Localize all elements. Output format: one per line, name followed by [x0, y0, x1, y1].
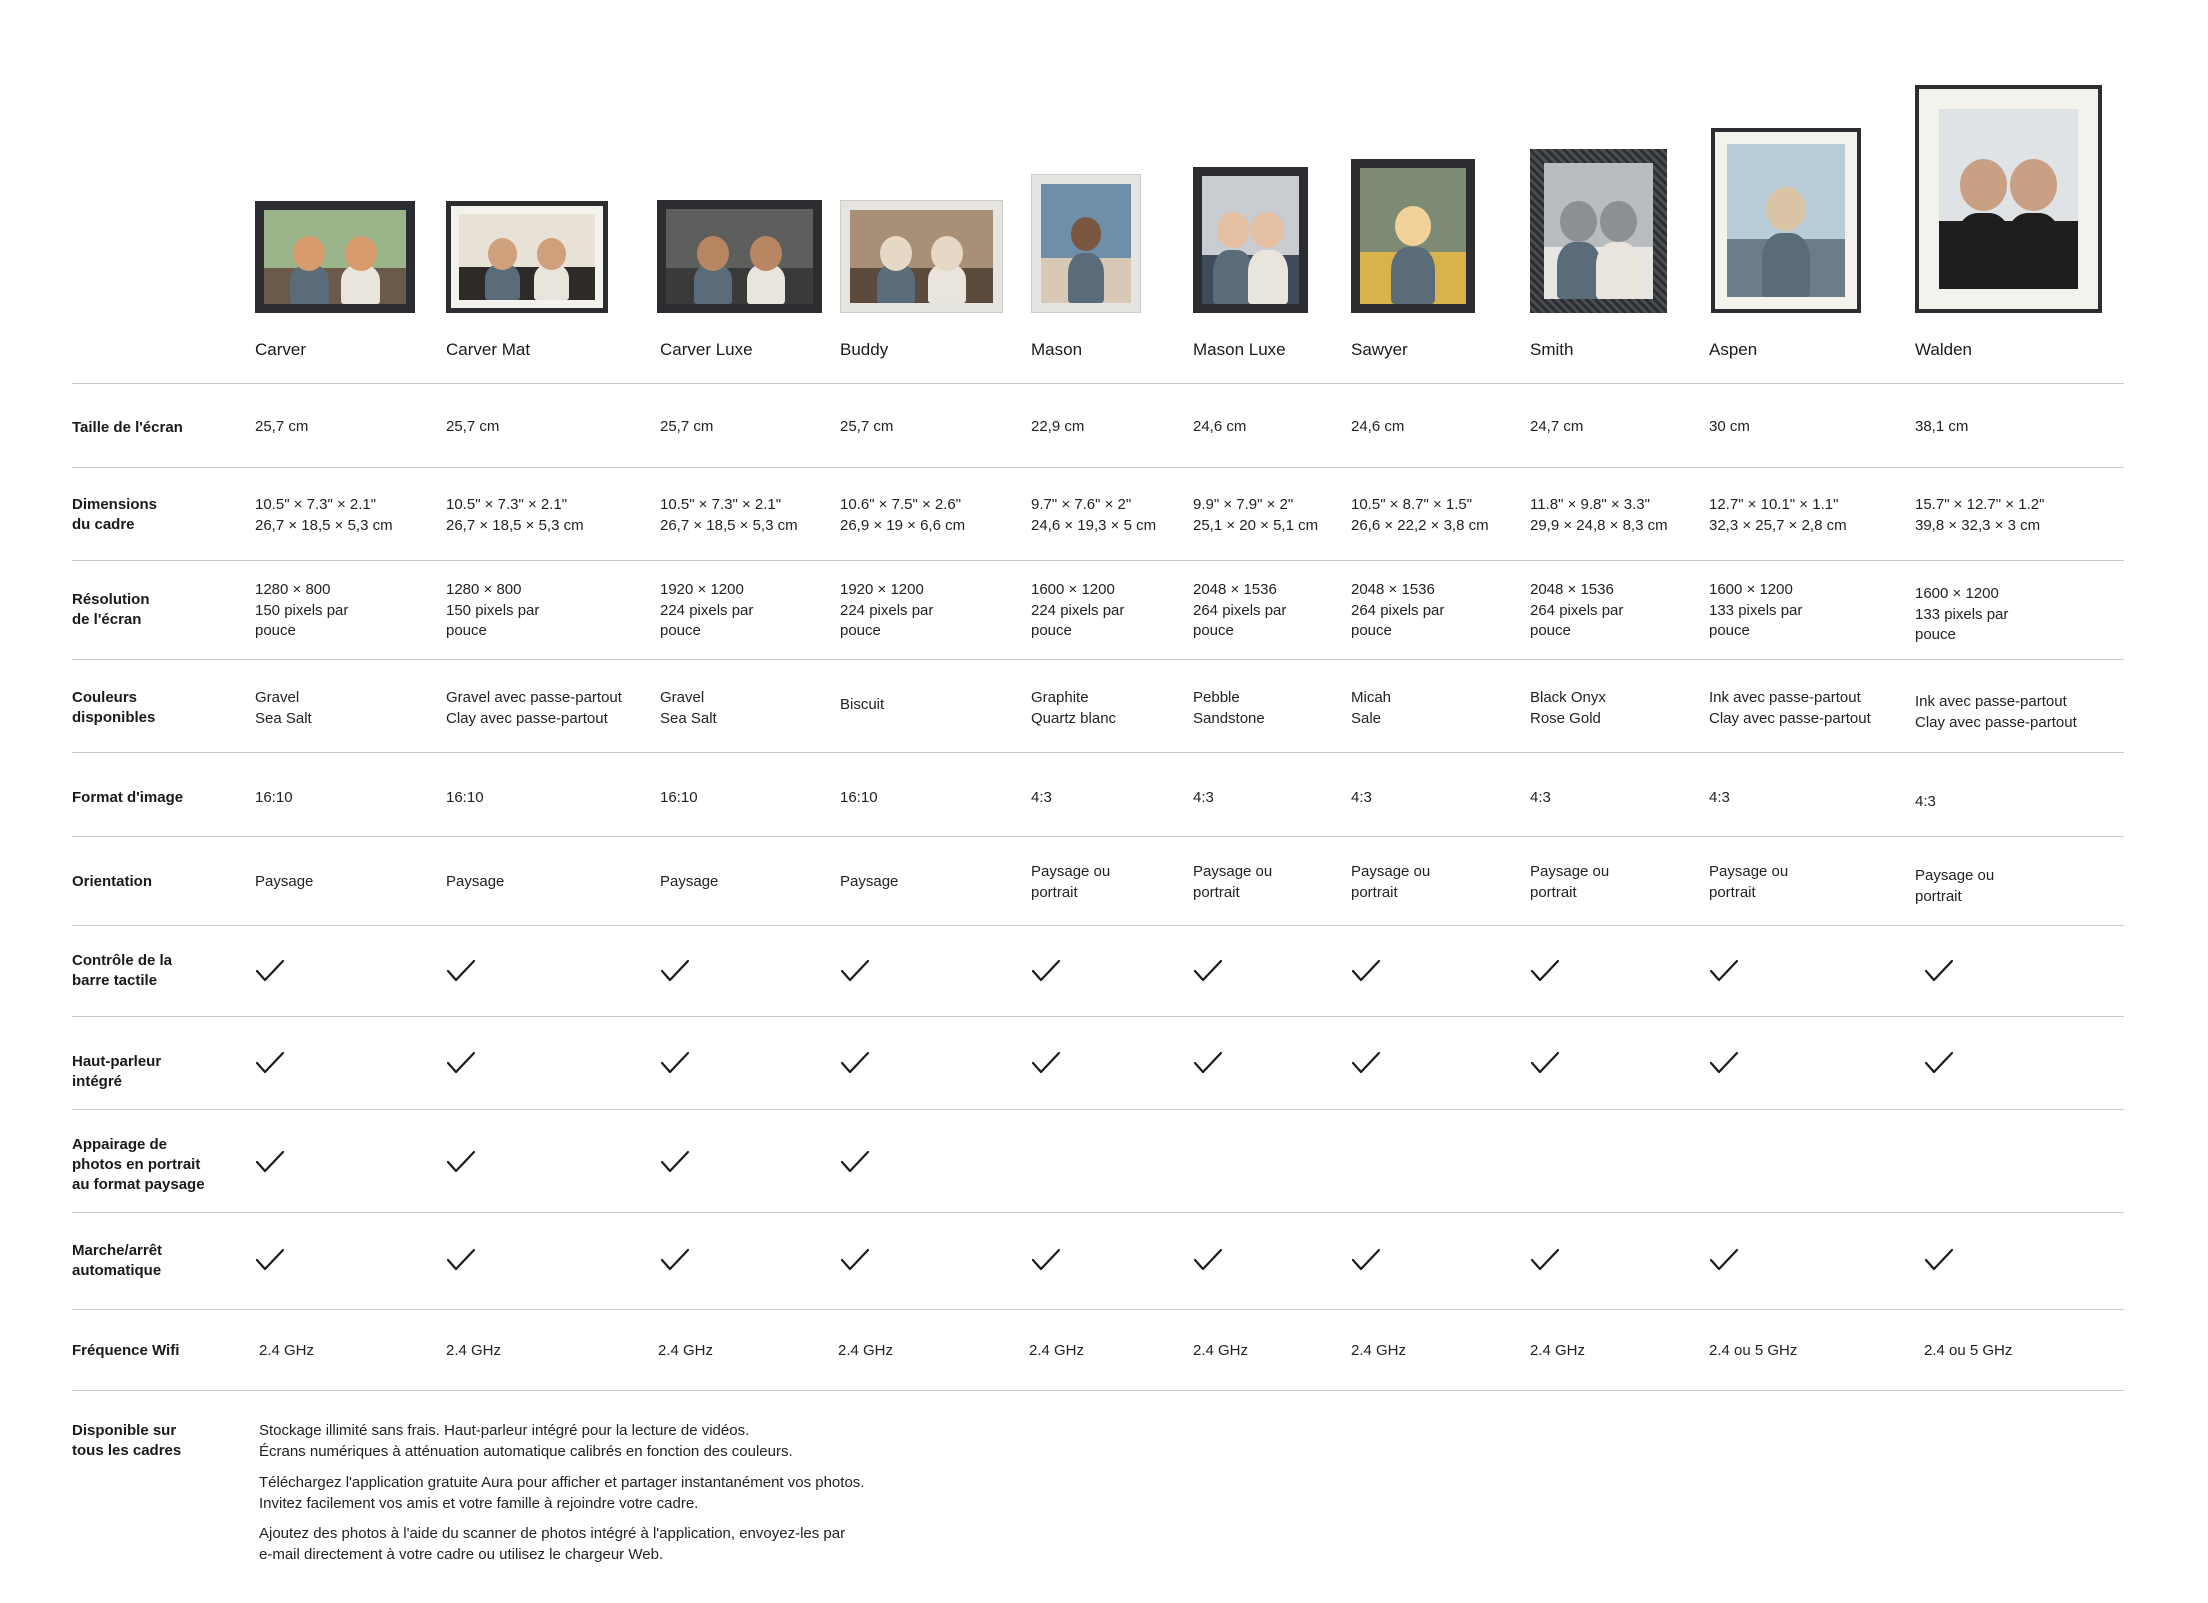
model-name: Carver Mat [446, 340, 531, 359]
footer-paragraph: Stockage illimité sans frais. Haut-parleur intégré pour la lecture de vidéos. Écrans numériques à atténuation automatique calibrés en fonction des couleurs. [259, 1422, 793, 1460]
checkmark-icon [1924, 959, 1954, 983]
table-cell: 16:10 [660, 789, 698, 806]
row-divider [72, 1390, 2124, 1391]
checkmark-icon [255, 1248, 285, 1272]
checkmark-icon [660, 959, 690, 983]
checkmark-icon [840, 959, 870, 983]
model-name: Carver Luxe [660, 340, 753, 359]
frame-image-3 [657, 200, 822, 313]
frame-image-4 [840, 200, 1003, 313]
table-cell: Paysage ou portrait [1709, 863, 1789, 901]
table-cell: 10.5" × 8.7" × 1.5" 26,6 × 22,2 × 3,8 cm [1351, 496, 1489, 534]
table-cell: Paysage ou portrait [1351, 863, 1431, 901]
checkmark-icon [660, 1150, 690, 1174]
table-cell: 4:3 [1193, 789, 1214, 806]
photo-face [1560, 201, 1597, 242]
photo [1544, 163, 1653, 299]
row-divider [72, 1109, 2124, 1110]
checkmark-icon [840, 1051, 870, 1075]
photo-ground [666, 268, 813, 304]
table-cell: 2.4 GHz [658, 1342, 714, 1359]
table-cell: 16:10 [840, 789, 878, 806]
checkmark-icon [1530, 959, 1560, 983]
table-cell: 25,7 cm [660, 418, 714, 435]
photo-person [1391, 247, 1434, 304]
table-cell: 2.4 GHz [259, 1342, 315, 1359]
photo-ground [264, 268, 406, 304]
table-cell: 10.5" × 7.3" × 2.1" 26,7 × 18,5 × 5,3 cm [446, 496, 584, 534]
row-divider [72, 659, 2124, 660]
photo-person [1596, 242, 1640, 299]
table-cell: Gravel Sea Salt [660, 689, 717, 727]
table-cell: Paysage [660, 873, 719, 890]
checkmark-icon [1351, 1248, 1381, 1272]
table-cell: Paysage ou portrait [1031, 863, 1111, 901]
row-divider [72, 467, 2124, 468]
row-label: Dimensions du cadre [72, 496, 158, 533]
row-divider [72, 1212, 2124, 1213]
photo-face [880, 236, 912, 271]
checkmark-icon [1924, 1248, 1954, 1272]
table-cell: 1600 × 1200 133 pixels par pouce [1915, 585, 2009, 643]
footer-paragraph: Ajoutez des photos à l'aide du scanner de photos intégré à l'application, envoyez-les par e-mail directement à votre cadre ou utilisez le chargeur Web. [259, 1525, 846, 1563]
checkmark-icon [255, 1150, 285, 1174]
model-name: Buddy [840, 340, 889, 359]
table-cell: 2.4 GHz [1351, 1342, 1407, 1359]
photo-face [1217, 212, 1250, 248]
table-cell: 2048 × 1536 264 pixels par pouce [1193, 581, 1287, 639]
photo-face [1600, 201, 1637, 242]
table-cell: 4:3 [1530, 789, 1551, 806]
row-divider [72, 1309, 2124, 1310]
photo-person [1213, 250, 1253, 304]
table-cell: 2.4 ou 5 GHz [1924, 1342, 2013, 1359]
frame-image-10 [1915, 85, 2102, 313]
photo-face [750, 236, 782, 272]
photo-face [345, 236, 377, 271]
photo-face [697, 236, 729, 272]
photo-face [1766, 187, 1806, 231]
table-cell: 38,1 cm [1915, 418, 1969, 435]
table-cell: Black Onyx Rose Gold [1530, 689, 1606, 727]
table-cell: 1920 × 1200 224 pixels par pouce [660, 581, 754, 639]
photo [1360, 168, 1466, 304]
table-cell: 10.5" × 7.3" × 2.1" 26,7 × 18,5 × 5,3 cm [660, 496, 798, 534]
table-cell: Paysage [840, 873, 899, 890]
table-cell: Paysage [446, 873, 505, 890]
table-cell: 10.6" × 7.5" × 2.6" 26,9 × 19 × 6,6 cm [840, 496, 966, 534]
table-cell: 1600 × 1200 224 pixels par pouce [1031, 581, 1125, 639]
checkmark-icon [1709, 1051, 1739, 1075]
checkmark-icon [1193, 1051, 1223, 1075]
checkmark-icon [1351, 959, 1381, 983]
row-label: Fréquence Wifi [72, 1342, 180, 1359]
row-label: Appairage de photos en portrait au format paysage [72, 1136, 205, 1193]
photo-person [1248, 250, 1288, 304]
frame-image-6 [1193, 167, 1308, 313]
checkmark-icon [446, 1248, 476, 1272]
photo-face [1960, 159, 2007, 211]
photo-ground [850, 268, 993, 303]
table-cell: Gravel avec passe-partout Clay avec passe-partout [446, 689, 622, 727]
checkmark-icon [446, 1150, 476, 1174]
table-cell: 2048 × 1536 264 pixels par pouce [1351, 581, 1445, 639]
table-cell: 22,9 cm [1031, 418, 1085, 435]
model-name: Walden [1915, 340, 1973, 359]
checkmark-icon [446, 1051, 476, 1075]
table-cell: 4:3 [1351, 789, 1372, 806]
checkmark-icon [660, 1051, 690, 1075]
checkmark-icon [1351, 1051, 1381, 1075]
table-cell: 2.4 ou 5 GHz [1709, 1342, 1798, 1359]
frame-image-1 [255, 201, 415, 313]
table-cell: 2.4 GHz [1530, 1342, 1586, 1359]
table-cell: Paysage ou portrait [1530, 863, 1610, 901]
photo [850, 210, 993, 303]
table-cell: 30 cm [1709, 418, 1750, 435]
table-cell: 4:3 [1031, 789, 1052, 806]
table-cell: Ink avec passe-partout Clay avec passe-partout [1915, 693, 2077, 731]
table-cell: 12.7" × 10.1" × 1.1" 32,3 × 25,7 × 2,8 cm [1709, 496, 1847, 534]
photo [459, 214, 595, 300]
frame-image-2 [446, 201, 608, 313]
checkmark-icon [1709, 1248, 1739, 1272]
table-cell: 16:10 [255, 789, 293, 806]
table-cell: Ink avec passe-partout Clay avec passe-partout [1709, 689, 1871, 727]
footer-paragraph: Téléchargez l'application gratuite Aura pour afficher et partager instantanément vos photos. Invitez facilement vos amis et votre famille à rejoindre votre cadre. [259, 1474, 865, 1512]
photo-person [1762, 233, 1810, 297]
row-divider [72, 1016, 2124, 1017]
row-divider [72, 752, 2124, 753]
table-cell: Paysage [255, 873, 314, 890]
table-cell: 10.5" × 7.3" × 2.1" 26,7 × 18,5 × 5,3 cm [255, 496, 393, 534]
photo-person [1557, 242, 1601, 299]
checkmark-icon [840, 1150, 870, 1174]
table-cell: 4:3 [1709, 789, 1730, 806]
row-label: Orientation [72, 873, 153, 890]
table-cell: 25,7 cm [840, 418, 894, 435]
row-label: Haut-parleur intégré [72, 1053, 162, 1090]
photo [666, 209, 813, 304]
table-cell: 24,6 cm [1193, 418, 1247, 435]
table-cell: Micah Sale [1351, 689, 1392, 727]
photo [1202, 176, 1299, 304]
table-cell: 25,7 cm [446, 418, 500, 435]
photo-face [1395, 206, 1431, 246]
photo [1041, 184, 1131, 303]
model-name: Carver [255, 340, 307, 359]
checkmark-icon [1193, 959, 1223, 983]
frame-image-7 [1351, 159, 1475, 313]
checkmark-icon [1530, 1051, 1560, 1075]
photo-face [931, 236, 963, 271]
table-cell: 1280 × 800 150 pixels par pouce [446, 581, 540, 639]
table-cell: 1600 × 1200 133 pixels par pouce [1709, 581, 1803, 639]
photo-person [1955, 213, 2012, 289]
frame-image-9 [1711, 128, 1861, 313]
row-label: Marche/arrêt automatique [72, 1242, 163, 1279]
model-name: Smith [1530, 340, 1574, 359]
checkmark-icon [255, 959, 285, 983]
frame-image-8 [1530, 149, 1667, 313]
table-cell: 24,7 cm [1530, 418, 1584, 435]
model-name: Aspen [1709, 340, 1758, 359]
checkmark-icon [1193, 1248, 1223, 1272]
photo [264, 210, 406, 304]
checkmark-icon [1530, 1248, 1560, 1272]
photo-person [1068, 253, 1105, 303]
table-cell: 9.7" × 7.6" × 2" 24,6 × 19,3 × 5 cm [1031, 496, 1157, 534]
checkmark-icon [1709, 959, 1739, 983]
row-divider [72, 836, 2124, 837]
row-label: Contrôle de la barre tactile [72, 952, 173, 989]
row-divider [72, 560, 2124, 561]
table-cell: Gravel Sea Salt [255, 689, 312, 727]
table-cell: 2.4 GHz [446, 1342, 502, 1359]
table-cell: Pebble Sandstone [1193, 689, 1265, 727]
table-cell: 2.4 GHz [1193, 1342, 1249, 1359]
table-cell: 15.7" × 12.7" × 1.2" 39,8 × 32,3 × 3 cm [1915, 496, 2045, 534]
photo-face [1251, 212, 1284, 248]
row-divider [72, 925, 2124, 926]
checkmark-icon [840, 1248, 870, 1272]
row-label: Taille de l'écran [72, 419, 183, 436]
table-cell: 24,6 cm [1351, 418, 1405, 435]
table-cell: 4:3 [1915, 793, 1936, 810]
model-name: Mason Luxe [1193, 340, 1286, 359]
row-label: Couleurs disponibles [72, 689, 156, 726]
table-cell: 2.4 GHz [838, 1342, 894, 1359]
table-cell: 11.8" × 9.8" × 3.3" 29,9 × 24,8 × 8,3 cm [1530, 496, 1668, 534]
photo [1939, 109, 2078, 289]
table-cell: Paysage ou portrait [1193, 863, 1273, 901]
photo [1727, 144, 1845, 297]
checkmark-icon [1031, 1248, 1061, 1272]
checkmark-icon [660, 1248, 690, 1272]
frame-image-5 [1031, 174, 1141, 313]
table-cell: Graphite Quartz blanc [1031, 689, 1117, 727]
table-cell: 9.9" × 7.9" × 2" 25,1 × 20 × 5,1 cm [1193, 496, 1319, 534]
model-name: Mason [1031, 340, 1083, 359]
table-cell: Paysage ou portrait [1915, 867, 1995, 905]
footer-label: Disponible sur tous les cadres [72, 1422, 182, 1459]
table-cell: 16:10 [446, 789, 484, 806]
photo-face [2010, 159, 2057, 211]
model-name: Sawyer [1351, 340, 1408, 359]
photo-face [1071, 217, 1102, 251]
table-cell: 2048 × 1536 264 pixels par pouce [1530, 581, 1624, 639]
checkmark-icon [1031, 959, 1061, 983]
table-cell: 25,7 cm [255, 418, 309, 435]
table-cell: 2.4 GHz [1029, 1342, 1085, 1359]
table-cell: 1280 × 800 150 pixels par pouce [255, 581, 349, 639]
checkmark-icon [255, 1051, 285, 1075]
table-cell: Biscuit [840, 696, 885, 713]
row-label: Format d'image [72, 789, 184, 806]
photo-person [2005, 213, 2062, 289]
table-cell: 1920 × 1200 224 pixels par pouce [840, 581, 934, 639]
checkmark-icon [1924, 1051, 1954, 1075]
row-label: Résolution de l'écran [72, 591, 150, 628]
checkmark-icon [1031, 1051, 1061, 1075]
row-divider [72, 383, 2124, 384]
photo-ground [459, 267, 595, 300]
checkmark-icon [446, 959, 476, 983]
